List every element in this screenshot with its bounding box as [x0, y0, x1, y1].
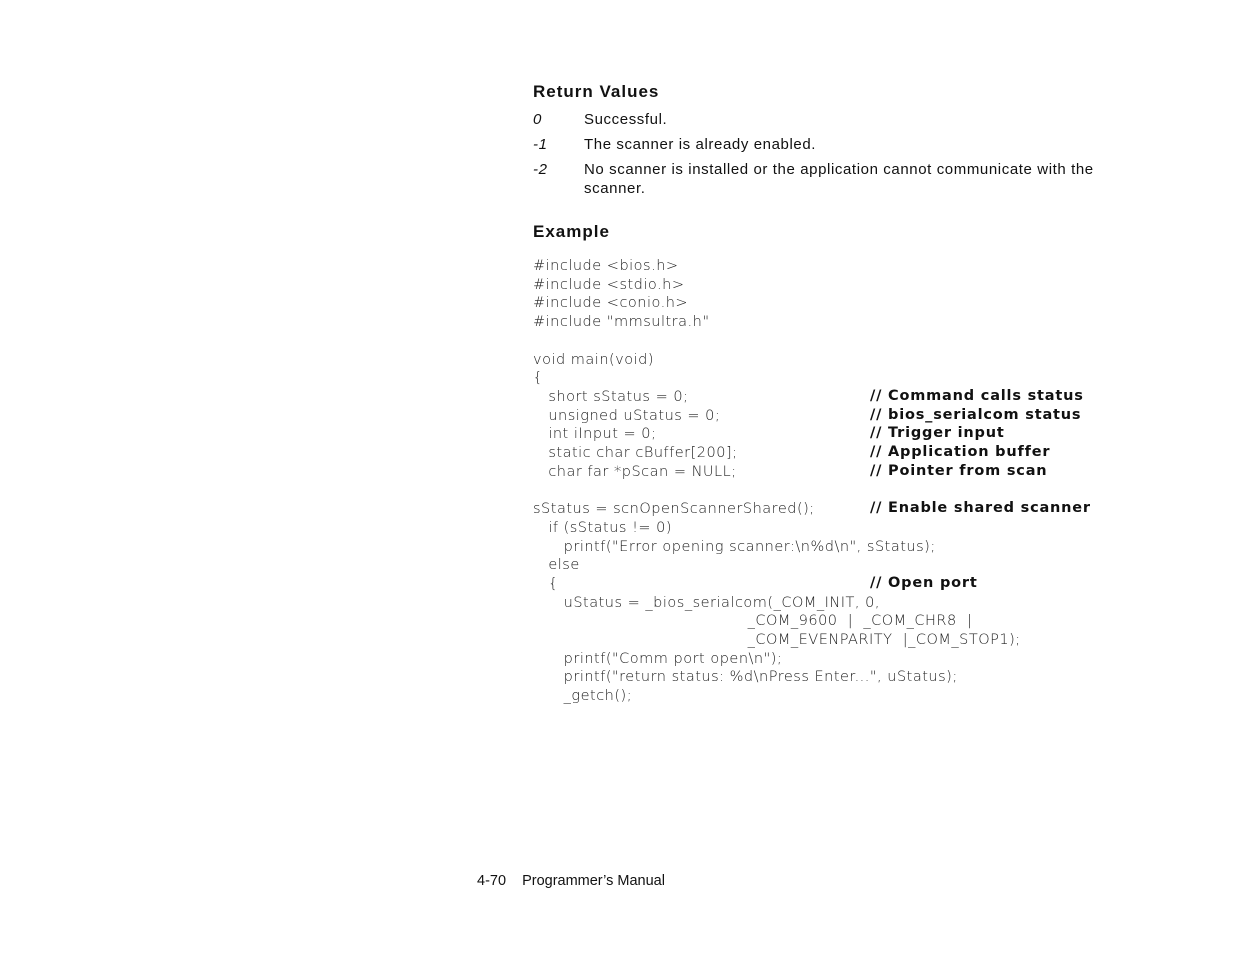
code-comment: // Command calls status	[870, 387, 1084, 404]
code-line: if (sStatus != 0)	[533, 519, 673, 536]
code-line: printf("Error opening scanner:\n%d\n", sStatus);	[533, 538, 936, 555]
example-heading: Example	[533, 222, 610, 241]
code-line: char far *pScan = NULL;	[533, 463, 737, 480]
return-values-heading: Return Values	[533, 82, 660, 101]
code-line: static char cBuffer[200];	[533, 445, 738, 462]
example-code-block	[533, 257, 1021, 706]
code-line: #include <stdio.h>	[533, 276, 685, 293]
code-line: {	[533, 575, 559, 592]
code-line: _getch();	[533, 688, 633, 705]
code-comment: // Pointer from scan	[870, 462, 1048, 479]
return-value-description: The scanner is already enabled.	[584, 136, 817, 153]
code-line: int iInput = 0;	[533, 426, 657, 443]
return-value-code: -2	[533, 161, 548, 178]
code-line: void main(void)	[533, 351, 655, 368]
code-line: else	[533, 557, 580, 574]
page-number: 4-70	[477, 873, 507, 889]
code-comment: // Enable shared scanner	[870, 500, 1091, 517]
code-line: {	[533, 370, 543, 387]
code-line: _COM_9600 | _COM_CHR8 |	[533, 613, 973, 630]
code-line: #include "mmsultra.h"	[533, 314, 710, 331]
code-comment: // Application buffer	[870, 444, 1051, 460]
code-line: unsigned uStatus = 0;	[533, 407, 721, 424]
page-footer	[477, 873, 665, 889]
return-value-description: No scanner is installed or the application cannot communicate with the scanner.	[584, 161, 1094, 197]
code-line: printf("Comm port open\n");	[533, 650, 783, 667]
code-comment: // Open port	[870, 574, 978, 591]
return-value-code: 0	[533, 111, 542, 128]
code-line: uStatus = _bios_serialcom(_COM_INIT, 0,	[533, 594, 880, 611]
code-line: _COM_EVENPARITY |_COM_STOP1);	[533, 632, 1021, 649]
manual-title: Programmer’s Manual	[522, 873, 665, 889]
return-value-description: Successful.	[584, 111, 668, 128]
code-line: #include <bios.h>	[533, 258, 679, 274]
code-line: #include <conio.h>	[533, 295, 689, 312]
return-value-code: -1	[533, 136, 548, 153]
code-line: printf("return status: %d\nPress Enter...", uStatus);	[533, 669, 958, 686]
code-line: sStatus = scnOpenScannerShared();	[533, 501, 815, 518]
code-line: short sStatus = 0;	[533, 388, 689, 405]
code-comment: // Trigger input	[870, 425, 1005, 442]
code-comment: // bios_serialcom status	[870, 406, 1082, 423]
